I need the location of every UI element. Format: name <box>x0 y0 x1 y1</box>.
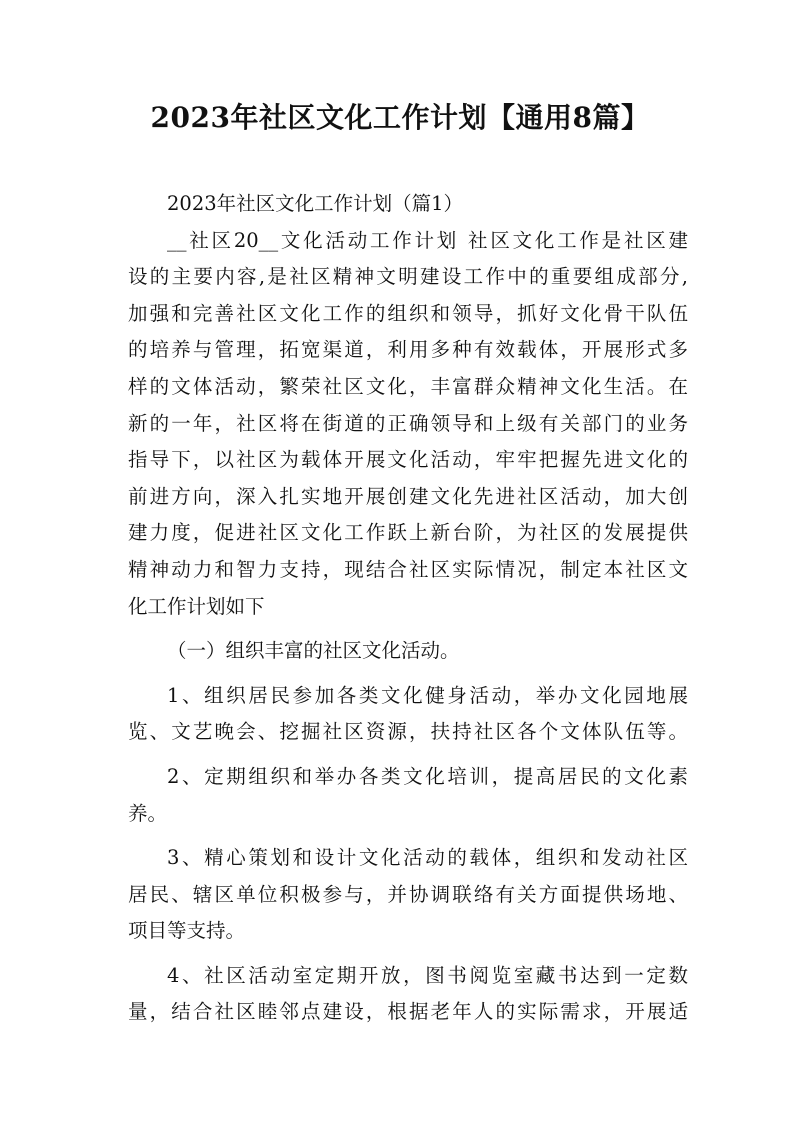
paragraph-line: 建力度，促进社区文化工作跃上新台阶，为社区的发展提供 <box>128 521 688 545</box>
list-item-line: 2、定期组织和举办各类文化培训，提高居民的文化素 <box>167 764 688 788</box>
list-item-line: 4、社区活动室定期开放，图书阅览室藏书达到一定数 <box>167 963 688 987</box>
list-item-line: 1、组织居民参加各类文化健身活动，举办文化园地展 <box>167 683 688 707</box>
list-item-line: 居民、辖区单位积极参与，并协调联络有关方面提供场地、 <box>128 882 688 906</box>
paragraph-line: 的培养与管理，拓宽渠道，利用多种有效载体，开展形式多 <box>128 338 688 362</box>
paragraph-line: 新的一年，社区将在街道的正确领导和上级有关部门的业务 <box>128 411 688 435</box>
paragraph-line: 前进方向，深入扎实地开展创建文化先进社区活动，加大创 <box>128 484 688 508</box>
paragraph-line: 样的文体活动，繁荣社区文化，丰富群众精神文化生活。在 <box>128 374 688 398</box>
list-item-line: 览、文艺晚会、挖掘社区资源，扶持社区各个文体队伍等。 <box>128 720 688 744</box>
paragraph-line: 精神动力和智力支持，现结合社区实际情况，制定本社区文 <box>128 557 688 581</box>
list-item-line: 量，结合社区睦邻点建设，根据老年人的实际需求，开展适 <box>128 1000 688 1024</box>
paragraph-line: 设的主要内容,是社区精神文明建设工作中的重要组成部分, <box>128 265 688 289</box>
section-heading: 2023年社区文化工作计划（篇1） <box>167 192 464 215</box>
paragraph-line: 化工作计划如下 <box>128 594 265 618</box>
paragraph-line: 指导下，以社区为载体开展文化活动，牢牢把握先进文化的 <box>128 448 688 472</box>
list-item-line: 项目等支持。 <box>128 919 246 943</box>
list-item-line: 3、精心策划和设计文化活动的载体，组织和发动社区 <box>167 846 688 870</box>
list-item-line: 养。 <box>128 801 168 825</box>
subsection-heading: （一）组织丰富的社区文化活动。 <box>167 639 460 663</box>
document-body <box>128 186 688 1031</box>
document-title: 2023年社区文化工作计划【通用8篇】 <box>150 101 650 134</box>
paragraph-line: 加强和完善社区文化工作的组织和领导，抓好文化骨干队伍 <box>128 301 688 325</box>
paragraph-line: __社区20__文化活动工作计划 社区文化工作是社区建 <box>167 228 688 252</box>
